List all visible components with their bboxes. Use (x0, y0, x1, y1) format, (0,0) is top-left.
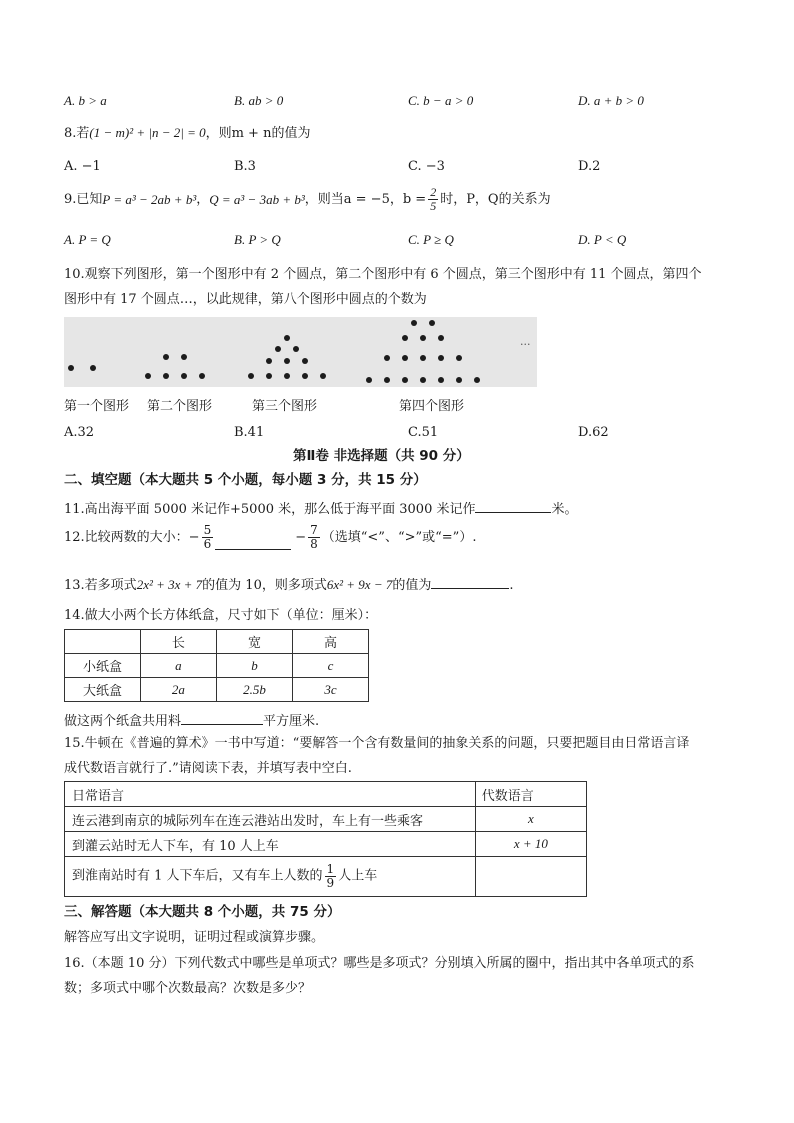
dot (275, 346, 281, 352)
q8-option-d[interactable]: D.2 (578, 159, 601, 174)
dot (402, 377, 408, 383)
dot (474, 377, 480, 383)
dot (266, 358, 272, 364)
dot (429, 320, 435, 326)
q10-line2: 图形中有 17 个圆点…，以此规律，第八个图形中圆点的个数为 (64, 292, 427, 307)
q9-option-c[interactable]: C. P ≥ Q (408, 232, 454, 247)
q14-header-length: 长 (140, 630, 216, 654)
dot (456, 377, 462, 383)
dot (181, 373, 187, 379)
q13-prefix: 13.若多项式 (64, 578, 137, 593)
dot (145, 373, 151, 379)
q14-cell: b (216, 654, 292, 678)
dot (284, 358, 290, 364)
q13-suffix: 的值为 (392, 578, 432, 593)
q9-separator: ， (196, 191, 210, 207)
q12-fraction-2 (308, 524, 320, 550)
q12-fraction-2-denominator: 8 (310, 536, 318, 551)
q12-prefix: 12.比较两数的大小：− (64, 529, 200, 545)
q9-q-expression: Q = a³ − 3ab + b³ (209, 191, 305, 207)
section3-note: 解答应写出文字说明，证明过程或演算步骤。 (64, 930, 325, 945)
q9-fraction-numerator: 2 (430, 185, 437, 199)
q10-option-c[interactable]: C.51 (408, 425, 439, 440)
q11-text: 11.高出海平面 5000 米记作+5000 米，那么低于海平面 3000 米记作 (64, 502, 476, 517)
q8-option-a[interactable]: A. −1 (64, 159, 101, 174)
q8-suffix: ，则m + n的值为 (205, 126, 311, 141)
dot (420, 377, 426, 383)
dot (402, 335, 408, 341)
dot (420, 355, 426, 361)
q14-cell: 2a (140, 678, 216, 702)
q9-p-expression: P = a³ − 2ab + b³ (102, 191, 197, 207)
q14-header-width: 宽 (216, 630, 292, 654)
table-row (65, 630, 369, 654)
q9-fraction (428, 186, 438, 212)
table-row (65, 807, 587, 832)
q15-cell-daily: 到灌云站时无人下车，有 10 人上车 (65, 832, 476, 857)
q7-option-a[interactable]: A. b > a (64, 93, 107, 108)
dot (438, 335, 444, 341)
q12-answer-blank[interactable] (215, 537, 291, 550)
q10-option-b[interactable]: B.41 (234, 425, 265, 440)
q16-line2: 数；多项式中哪个次数最高？次数是多少？ (64, 981, 312, 996)
q10-line1: 10.观察下列图形，第一个图形中有 2 个圆点，第二个图形中有 6 个圆点，第三个图形中有 11 个圆点，第四个 (64, 267, 702, 282)
q9-option-a[interactable]: A. P = Q (64, 232, 111, 247)
q8-stem (64, 126, 310, 140)
dot (302, 373, 308, 379)
table-row (65, 782, 587, 807)
dot (402, 355, 408, 361)
dot (420, 335, 426, 341)
q15-row3-fraction-numerator: 1 (326, 862, 335, 877)
dot (293, 346, 299, 352)
q14-header-height: 高 (293, 630, 369, 654)
dot (163, 373, 169, 379)
q14-after (64, 712, 319, 728)
q8-expression: (1 − m)² + |n − 2| = 0 (89, 125, 206, 140)
ellipsis-marker: ··· (520, 338, 531, 351)
q14-header-empty (65, 630, 141, 654)
q15-line1: 15.牛顿在《普遍的算术》一书中写道：“要解答一个含有数量间的抽象关系的问题，只要把题目由日常语言译 (64, 736, 690, 751)
q9-stem (64, 186, 551, 212)
q9-mid: ，则当a = −5，b = (304, 191, 427, 207)
q15-row3-prefix: 到淮南站时有 1 人下车后，又有车上人数的 (72, 869, 323, 884)
q11-answer-blank[interactable] (475, 500, 551, 513)
q15-cell-algebra: x + 10 (475, 832, 586, 857)
dot (284, 335, 290, 341)
q15-cell-algebra: x (475, 807, 586, 832)
dot (266, 373, 272, 379)
dot (163, 354, 169, 360)
q12-fraction-1-denominator: 6 (203, 536, 212, 551)
dot-pattern-figure (64, 317, 537, 387)
q14-cell: a (140, 654, 216, 678)
q11-suffix: 米。 (551, 502, 578, 517)
figure-label-1: 第一个图形 (64, 399, 130, 414)
q9-prefix: 9.已知 (64, 191, 103, 207)
q15-header-algebra: 代数语言 (475, 782, 586, 807)
q14-after-text: 做这两个纸盒共用料 (64, 714, 182, 729)
q9-option-b[interactable]: B. P > Q (234, 232, 281, 247)
q12-fraction-1 (202, 524, 214, 550)
q13-expression-2: 6x² + 9x − 7 (326, 577, 393, 592)
q14-table (64, 629, 369, 702)
dot (248, 373, 254, 379)
q9-option-d[interactable]: D. P < Q (578, 232, 627, 247)
q15-cell-daily: 连云港到南京的城际列车在连云港站出发时，车上有一些乘客 (65, 807, 476, 832)
q9-fraction-denominator: 5 (430, 198, 437, 213)
q14-row-label: 大纸盒 (65, 678, 141, 702)
dot (199, 373, 205, 379)
q15-table (64, 781, 587, 897)
q15-cell-daily-row3 (65, 857, 476, 897)
dot (320, 373, 326, 379)
dot (438, 377, 444, 383)
q14-cell: 2.5b (216, 678, 292, 702)
q13-end: . (509, 578, 514, 593)
q14-after-suffix: 平方厘米. (263, 714, 320, 729)
figure-label-2: 第二个图形 (147, 399, 213, 414)
q8-prefix: 8.若 (64, 126, 90, 141)
table-row (65, 678, 369, 702)
figure-label-4: 第四个图形 (399, 399, 465, 414)
q15-answer-cell[interactable] (475, 857, 586, 897)
q8-option-b[interactable]: B.3 (234, 159, 256, 174)
q15-row3-fraction (325, 863, 337, 889)
section3-title: 三、解答题（本大题共 8 个小题，共 75 分） (64, 904, 341, 920)
figure-label-3: 第三个图形 (252, 399, 318, 414)
part2-title: 第Ⅱ卷 非选择题（共 90 分） (293, 448, 470, 464)
dot (90, 365, 96, 371)
table-row (65, 654, 369, 678)
q13 (64, 576, 514, 592)
section2-title: 二、填空题（本大题共 5 个小题，每小题 3 分，共 15 分） (64, 472, 427, 488)
dot (366, 377, 372, 383)
q16-line1: 16.（本题 10 分）下列代数式中哪些是单项式？哪些是多项式？分别填入所属的圈中，指出其中各单项式的系 (64, 956, 695, 971)
q15-line2: 成代数语言就行了.”请阅读下表，并填写表中空白. (64, 761, 352, 776)
q8-option-c[interactable]: C. −3 (408, 159, 445, 174)
dot (302, 358, 308, 364)
q7-option-d[interactable]: D. a + b > 0 (578, 93, 644, 108)
q15-row3-fraction-denominator: 9 (326, 876, 335, 890)
q14-cell: c (293, 654, 369, 678)
q7-option-c[interactable]: C. b − a > 0 (408, 93, 474, 108)
q12-suffix: （选填“<”、“>”或“=”）. (321, 529, 477, 545)
q13-expression-1: 2x² + 3x + 7 (136, 577, 203, 592)
dot (384, 377, 390, 383)
q13-mid: 的值为 10，则多项式 (202, 578, 327, 593)
q10-option-a[interactable]: A.32 (64, 425, 95, 440)
dot (456, 355, 462, 361)
dot (411, 320, 417, 326)
table-row (65, 832, 587, 857)
q14-text: 14.做大小两个长方体纸盒，尺寸如下（单位：厘米）： (64, 608, 378, 623)
q12 (64, 524, 476, 550)
q14-row-label: 小纸盒 (65, 654, 141, 678)
dot (384, 355, 390, 361)
q10-option-d[interactable]: D.62 (578, 425, 609, 440)
q12-fraction-2-numerator: 7 (310, 523, 318, 537)
dot (438, 355, 444, 361)
dot (68, 365, 74, 371)
q14-cell: 3c (293, 678, 369, 702)
dot (284, 373, 290, 379)
q14-answer-blank[interactable] (181, 712, 263, 725)
q9-suffix: 时，P，Q的关系为 (440, 191, 551, 207)
q12-minus: − (295, 529, 307, 545)
q13-answer-blank[interactable] (431, 576, 509, 589)
q11 (64, 500, 578, 516)
table-row (65, 857, 587, 897)
q15-header-daily: 日常语言 (65, 782, 476, 807)
dot (181, 354, 187, 360)
q15-row3-suffix: 人上车 (338, 869, 378, 884)
q12-fraction-1-numerator: 5 (203, 523, 212, 537)
q7-option-b[interactable]: B. ab > 0 (234, 93, 284, 108)
